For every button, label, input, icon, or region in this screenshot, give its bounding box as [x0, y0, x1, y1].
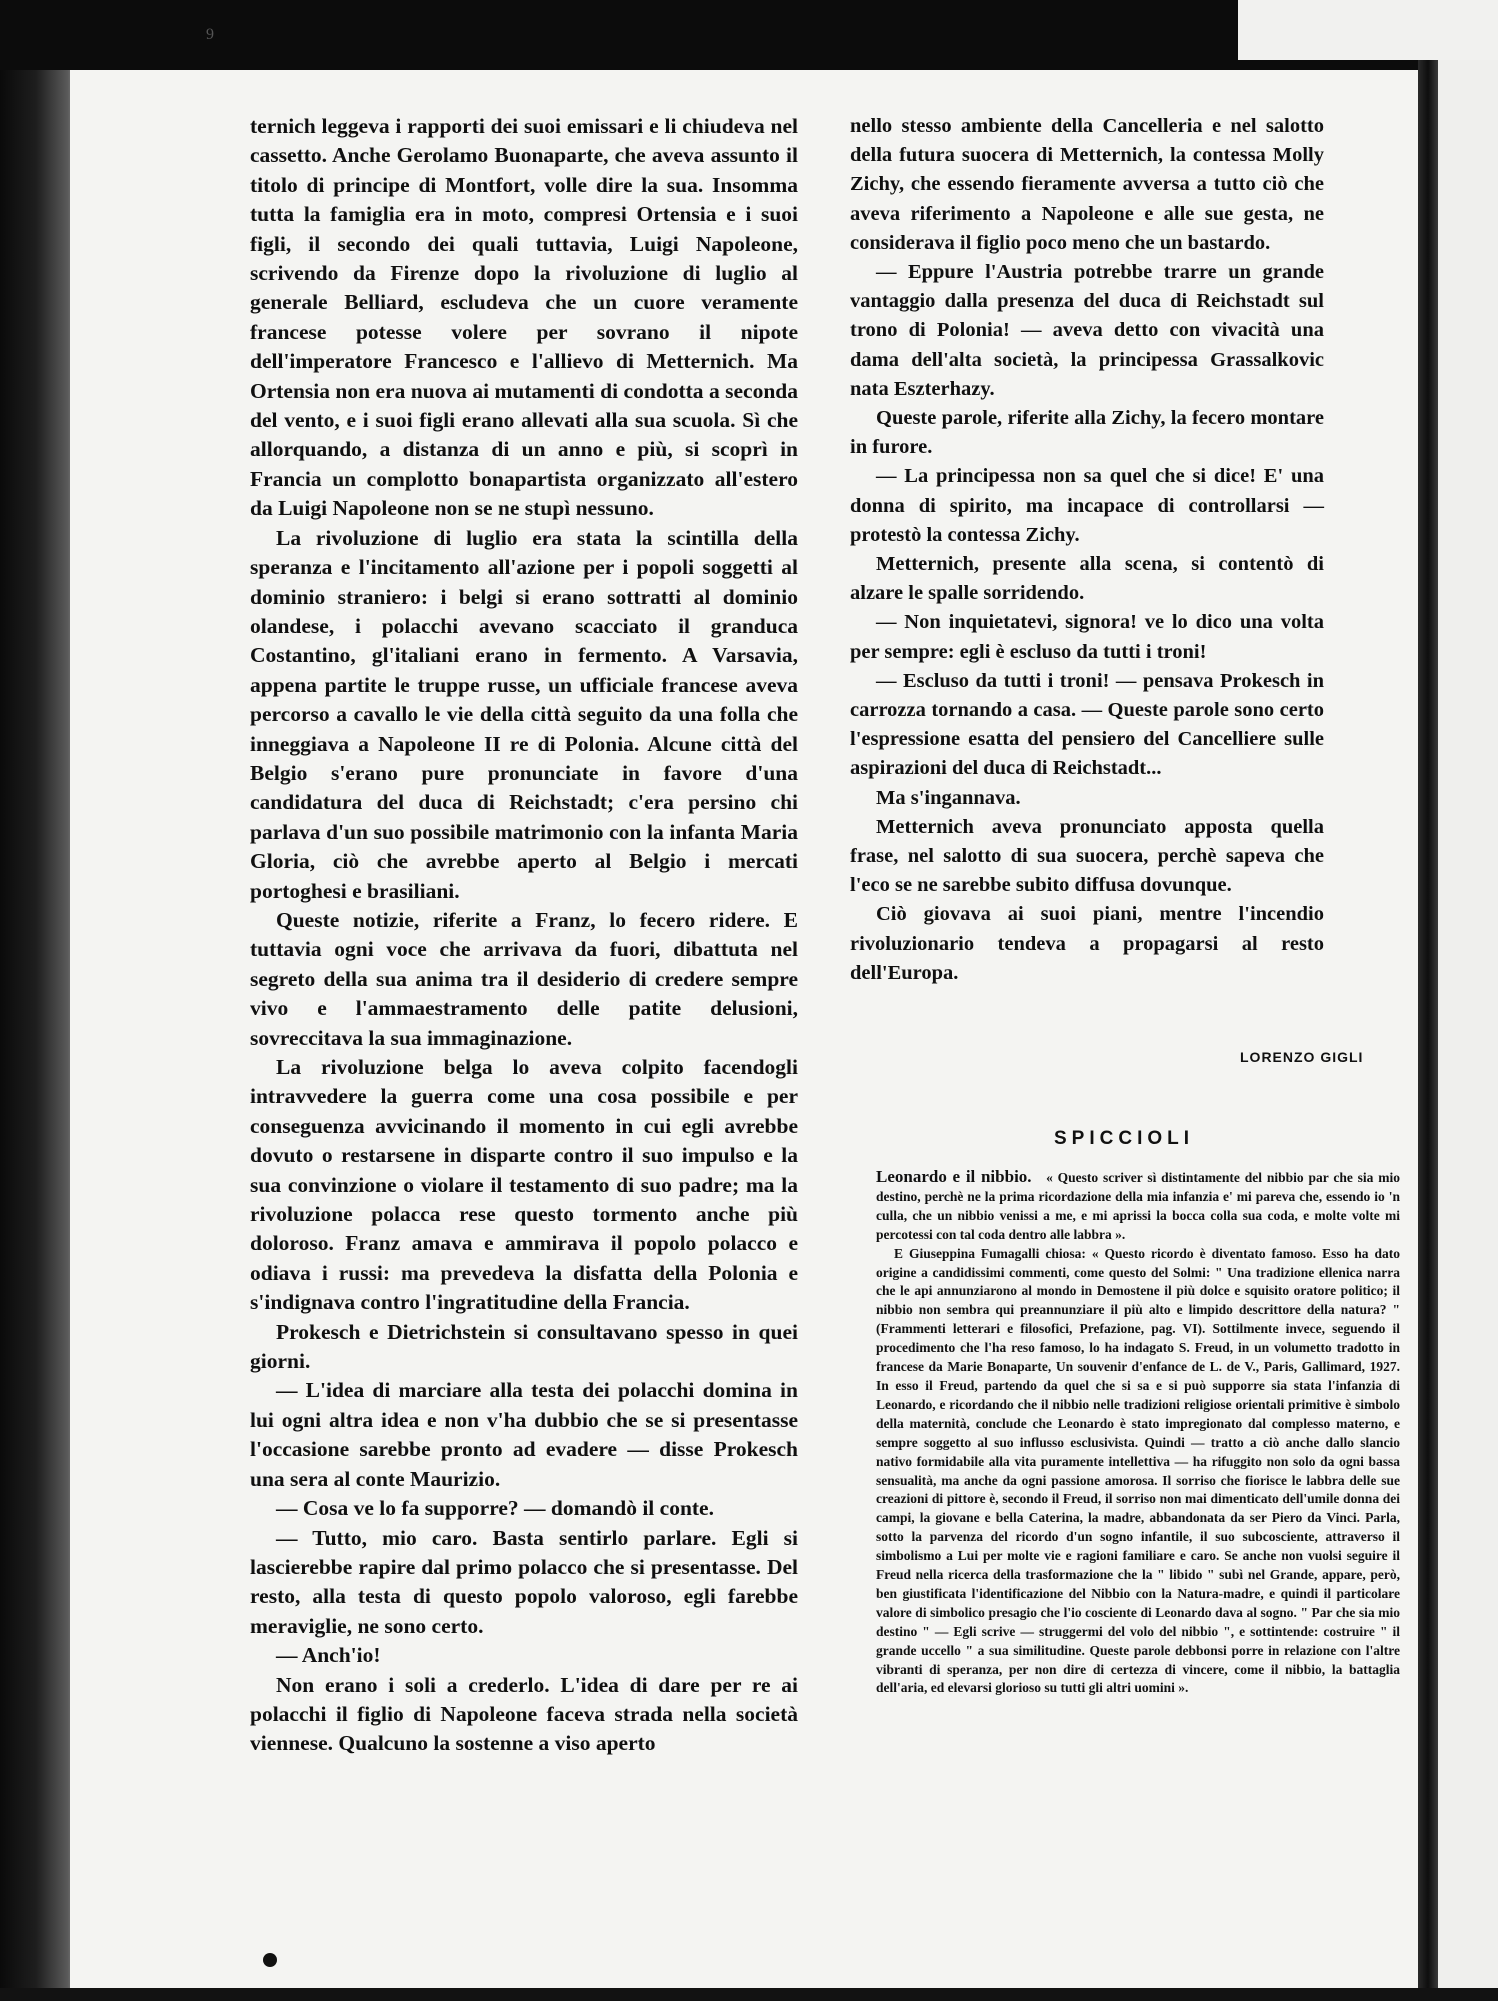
- paragraph: — Cosa ve lo fa supporre? — domandò il conte.: [276, 1496, 714, 1521]
- paragraph: Queste parole, riferite alla Zichy, la fecero montare in furore.: [850, 407, 1324, 459]
- right-text-column: [850, 112, 1324, 988]
- page-marker: 9: [206, 26, 214, 43]
- paragraph: — Non inquietatevi, signora! ve lo dico una volta per sempre: egli è escluso da tutti i troni!: [850, 611, 1324, 663]
- scan-top-notch: [1238, 0, 1498, 60]
- bullet-mark: [263, 1953, 277, 1967]
- paragraph: Ma s'ingannava.: [876, 786, 1021, 809]
- paragraph: Prokesch e Dietrichstein si consultavano spesso in quei giorni.: [250, 1319, 798, 1374]
- spiccioli-run-in-title: Leonardo e il nibbio.: [876, 1167, 1032, 1186]
- paragraph: La rivoluzione di luglio era stata la scintilla della speranza e l'incitamento all'azione per i popoli soggetti al dominio straniero: i belgi si erano sottratti al dominio olandese, i polacchi avevano scacciato il granduca Costantino, gl'italiani erano in fermento. A Varsavia, appena partite le truppe russe, un ufficiale francese aveva percorso a cavallo le vie della città seguito da una folla che inneggiava a Napoleone II re di Polonia. Alcune città del Belgio s'erano pure pronunciate in favore d'una candidatura del duca di Reichstadt; c'era persino chi parlava d'un suo possibile matrimonio con la infanta Maria Gloria, ciò che avrebbe aperto al Belgio i mercati portoghesi e brasiliani.: [250, 525, 798, 903]
- scan-bottom-border: [0, 1988, 1498, 2001]
- author-signature: LORENZO GIGLI: [1240, 1049, 1364, 1065]
- paragraph: — La principessa non sa quel che si dice! E' una donna di spirito, ma incapace di controllarsi — protestò la contessa Zichy.: [850, 465, 1324, 546]
- paragraph: — L'idea di marciare alla testa dei polacchi domina in lui ogni altra idea e non v'ha dubbio che se si presentasse l'occasione sarebbe pronto ad evadere — disse Prokesch una sera al conte Maurizio.: [250, 1378, 798, 1491]
- paragraph: — Anch'io!: [276, 1643, 381, 1668]
- spiccioli-paragraph: E Giuseppina Fumagalli chiosa: « Questo ricordo è diventato famoso. Esso ha dato origine a candidissimi commenti, come questo del Solmi: " Una tradizione ellenica narra che le api annunziarono al mondo in Demostene il più dolce e squisito oratore politico; il nibbio non sembra qui preannunziare il più alto e limpido descrittore della natura? " (Frammenti letterari e filosofici, Prefazione, pag. VI). Sottilmente invece, seguendo il procedimento che l'ha reso famoso, lo ha indagato S. Freud, in un volumetto tradotto in francese da Marie Bonaparte, Un souvenir d'enfance de L. de V., Paris, Gallimard, 1927. In esso il Freud, partendo da quel che si sa e si può supporre sia stata l'infanzia di Leonardo, e ricordando che il nibbio nelle tradizioni religiose orientali primitive è simbolo della maternità, conclude che Leonardo è stato impregionato dal complesso materno, e sempre soggetto al suo influsso esclusivista. Quindi — tratto a ciò anche dallo slancio nativo formidabile alla vita puramente intellettiva — ha rifuggito non solo da ogni bassa sensualità, ma anche da ogni passione amorosa. Il sorriso che fiorisce le labbra delle sue creazioni di pittore è, secondo il Freud, il sorriso non mai dimenticato dell'umile donna dei campi, la giovane e bella Caterina, la madre, abbandonata da ser Piero da Vinci. Parla, sotto la parvenza del ricordo d'un sogno infantile, il suo subcosciente, attraverso il simbolismo a Lui per molte vie e ragioni familiare e caro. Se anche non vuolsi seguire il Freud nella ricerca della trasformazione che la " libido " subì nel Grande, appare, però, ben giustificata l'identificazione del Nibbio con la Natura-madre, e quindi il particolare valore di simbolico presagio che l'io cosciente di Leonardo dava al sogno. " Par che sia mio destino " — Egli scrive — struggermi del volo del nibbio ", e sottintende: costruire " il grande uccello " a sua similitudine. Queste parole debbonsi porre in relazione con l'altre vibranti di speranza, per non dire di certezza di vincere, come il nibbio, la battaglia dell'aria, ed elevarsi glorioso su tutti gli altri uomini ».: [876, 1245, 1400, 1696]
- paragraph: Ciò giovava ai suoi piani, mentre l'incendio rivoluzionario tendeva a propagarsi al resto dell'Europa.: [850, 903, 1324, 984]
- next-page-edge: [1438, 60, 1498, 2001]
- paragraph: ternich leggeva i rapporti dei suoi emissari e li chiudeva nel cassetto. Anche Gerolamo Buonaparte, che aveva assunto il titolo di principe di Montfort, volle dire la sua. Insomma tutta la famiglia era in moto, compresi Ortensia e i suoi figli, il secondo dei quali tuttavia, Luigi Napoleone, scrivendo da Firenze dopo la rivoluzione di luglio al generale Belliard, escludeva che un cuore veramente francese potesse volere per sovrano il nipote dell'imperatore Francesco e l'allievo di Metternich. Ma Ortensia non era nuova ai mutamenti di condotta a seconda del vento, e i suoi figli erano allevati alla sua scuola. Sì che allorquando, a distanza di un anno e più, si scoprì in Francia un complotto bonapartista organizzato all'estero da Luigi Napoleone non se ne stupì nessuno.: [250, 114, 798, 521]
- paragraph: Metternich aveva pronunciato apposta quella frase, nel salotto di sua suocera, perchè sapeva che l'eco se ne sarebbe subito diffusa dovunque.: [850, 815, 1324, 897]
- paragraph: Metternich, presente alla scena, si contentò di alzare le spalle sorridendo.: [850, 553, 1324, 605]
- spiccioli-paragraph: [876, 1168, 1400, 1245]
- left-text-column: [250, 112, 798, 1759]
- paragraph: nello stesso ambiente della Cancelleria e nel salotto della futura suocera di Metternich, la contessa Molly Zichy, che essendo fieramente avversa a tutto ciò che aveva riferimento a Napoleone e alle sue gesta, ne considerava il figlio poco meno che un bastardo.: [850, 115, 1324, 254]
- spiccioli-quote: « Questo scriver sì distintamente del nibbio par che sia mio destino, perchè ne la prima ricordazione della mia infanzia e' mi pareva che, essendo io 'n culla, che un nibbio venissi a me, e mi aprissi la bocca colla sua coda, e molte volte mi percotessi con tal coda dentro alle labbra ».: [876, 1170, 1400, 1242]
- paragraph: La rivoluzione belga lo aveva colpito facendogli intravvedere la guerra come una cosa possibile e per conseguenza avvicinando il momento in cui egli avrebbe dovuto o restarsene in disparte contro il suo impulso e la sua convinzione o violare il testamento di suo padre; ma la rivoluzione polacca rese questo tormento anche più doloroso. Franz amava e ammirava il popolo polacco e odiava i russi: ma prevedeva la disfatta della Polonia e s'indignava contro l'ingratitudine della Francia.: [250, 1055, 798, 1315]
- binding-gutter-right: [1418, 60, 1438, 2001]
- section-title: SPICCIOLI: [1054, 1128, 1195, 1149]
- paragraph: Non erano i soli a crederlo. L'idea di dare per re ai polacchi il figlio di Napoleone faceva strada nella società viennese. Qualcuno la sostenne a viso aperto: [250, 1672, 798, 1756]
- paragraph: — Escluso da tutti i troni! — pensava Prokesch in carrozza tornando a casa. — Queste parole sono certo l'espressione esatta del pensiero del Cancelliere sulle aspirazioni del duca di Reichstadt...: [850, 669, 1324, 780]
- spiccioli-section: [876, 1168, 1400, 1698]
- paragraph: — Eppure l'Austria potrebbe trarre un grande vantaggio dalla presenza del duca di Reichstadt sul trono di Polonia! — aveva detto con vivacità una dama dell'alta società, la principessa Grassalkovic nata Eszterhazy.: [850, 261, 1324, 400]
- paragraph: — Tutto, mio caro. Basta sentirlo parlare. Egli si lascierebbe rapire dal primo polacco che si presentasse. Del resto, alla testa di questo popolo valoroso, egli farebbe meraviglie, ne sono certo.: [250, 1525, 798, 1638]
- paragraph: Queste notizie, riferite a Franz, lo fecero ridere. E tuttavia ogni voce che arrivava da fuori, dibattuta nel segreto della sua anima tra il desiderio di credere sempre vivo e l'ammaestramento delle patite delusioni, sovreccitava la sua immaginazione.: [250, 907, 798, 1050]
